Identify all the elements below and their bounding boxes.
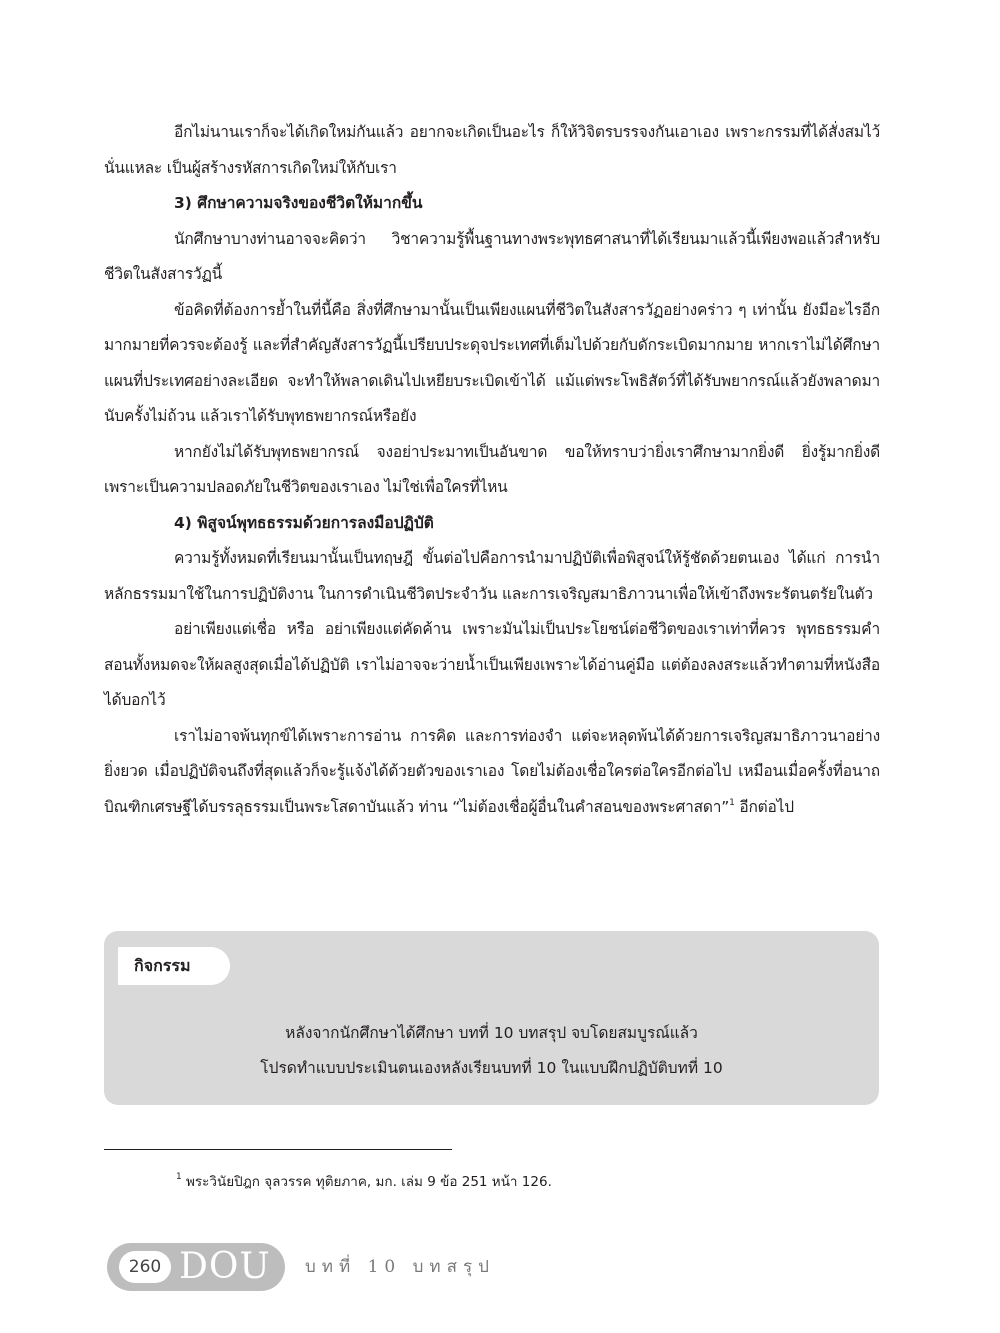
footnote-text: พระวินัยปิฎก จุลวรรค ทุติยภาค, มก. เล่ม 9 ข้อ 251 หน้า 126. xyxy=(181,1174,552,1190)
heading-prove-dharma: 4) พิสูจน์พุทธธรรมด้วยการลงมือปฏิบัติ xyxy=(174,513,434,532)
main-text xyxy=(104,115,880,825)
paragraph-theory-practice: ความรู้ทั้งหมดที่เรียนมานั้นเป็นทฤษฎี ขั้นต่อไปคือการนำมาปฏิบัติเพื่อพิสูจน์ให้รู้ชัดด้วยตนเอง ได้แก่ การนำหลักธรรมมาใช้ในการปฏิบัติงาน ในการดำเนินชีวิตประจำวัน และการเจริญสมาธิภาวนาเพื่อให้เข้าถึงพระรัตนตรัยในตัว xyxy=(104,549,880,603)
footnote-reference[interactable]: 1 xyxy=(729,797,735,808)
paragraph-rebirth: อีกไม่นานเราก็จะได้เกิดใหม่กันแล้ว อยากจะเกิดเป็นอะไร ก็ให้วิจิตรบรรจงกันเอาเอง เพราะกรรมที่ได้สั่งสมไว้นั่นแหละ เป็นผู้สร้างรหัสการเกิดใหม่ให้กับเรา xyxy=(104,123,880,177)
footnote-divider xyxy=(104,1149,452,1150)
footnote xyxy=(176,1170,552,1194)
paragraph-map-of-life: ข้อคิดที่ต้องการย้ำในที่นี้คือ สิ่งที่ศึกษามานั้นเป็นเพียงแผนที่ชีวิตในสังสารวัฏอย่างคร่าว ๆ เท่านั้น ยังมีอะไรอีกมากมายที่ควรจะต้องรู้ และที่สำคัญสังสารวัฏนี้เปรียบประดุจประเทศที่เต็มไปด้วยกับดักระเบิดมากมาย หากเราไม่ได้ศึกษาแผนที่ประเทศอย่างละเอียด จะทำให้พลาดเดินไปเหยียบระเบิดเข้าได้ แม้แต่พระโพธิสัตว์ที่ได้รับพยากรณ์แล้วยังพลาดมานับครั้งไม่ถ้วน แล้วเราได้รับพุทธพยากรณ์หรือยัง xyxy=(104,300,880,425)
activity-instruction-1: หลังจากนักศึกษาได้ศึกษา บทที่ 10 บทสรุป จบโดยสมบูรณ์แล้ว xyxy=(285,1024,698,1042)
paragraph-not-careless: หากยังไม่ได้รับพุทธพยากรณ์ จงอย่าประมาทเป็นอันขาด ขอให้ทราบว่ายิ่งเราศึกษามากยิ่งดี ยิ่งรู้มากยิ่งดี เพราะเป็นความปลอดภัยในชีวิตของเราเอง ไม่ใช่เพื่อใครที่ไหน xyxy=(104,442,880,496)
paragraph-liberation-text: เราไม่อาจพ้นทุกข์ได้เพราะการอ่าน การคิด และการท่องจำ แต่จะหลุดพ้นได้ด้วยการเจริญสมาธิภาวนาอย่างยิ่งยวด เมื่อปฏิบัติจนถึงที่สุดแล้วก็จะรู้แจ้งได้ด้วยตัวของเราเอง โดยไม่ต้องเชื่อใครต่อใครอีกต่อไป เหมือนเมื่อครั้งที่อนาถบิณฑิกเศรษฐีได้บรรลุธรรมเป็นพระโสดาบันแล้ว ท่าน “ไม่ต้องเชื่อผู้อื่นในคำสอนของพระศาสดา” xyxy=(104,726,880,816)
activity-label: กิจกรรม xyxy=(118,947,230,985)
page-number: 260 xyxy=(119,1251,171,1283)
activity-box xyxy=(104,931,879,1105)
paragraph-basic-knowledge: นักศึกษาบางท่านอาจจะคิดว่า วิชาความรู้พื้นฐานทางพระพุทธศาสนาที่ได้เรียนมาแล้วนี้เพียงพอแล้วสำหรับชีวิตในสังสารวัฏนี้ xyxy=(104,229,880,283)
heading-study-truth: 3) ศึกษาความจริงของชีวิตให้มากขึ้น xyxy=(174,194,423,212)
footnote-marker: 1 xyxy=(176,1172,182,1182)
dou-logo: DOU xyxy=(179,1246,271,1287)
paragraph-not-just-believe: อย่าเพียงแต่เชื่อ หรือ อย่าเพียงแต่คัดค้าน เพราะมันไม่เป็นประโยชน์ต่อชีวิตของเราเท่าที่ควร พุทธธรรมคำสอนทั้งหมดจะให้ผลสูงสุดเมื่อได้ปฏิบัติ เราไม่อาจจะว่ายน้ำเป็นเพียงเพราะได้อ่านคู่มือ แต่ต้องลงสระแล้วทำตามที่หนังสือได้บอกไว้ xyxy=(104,620,880,709)
page-badge xyxy=(107,1243,285,1291)
paragraph-liberation-end: อีกต่อไป xyxy=(734,797,794,816)
paragraph-liberation xyxy=(104,719,880,826)
chapter-title: บทที่ 10 บทสรุป xyxy=(305,1257,495,1277)
activity-instruction-2: โปรดทำแบบประเมินตนเองหลังเรียนบทที่ 10 ในแบบฝึกปฏิบัติบทที่ 10 xyxy=(260,1059,723,1077)
